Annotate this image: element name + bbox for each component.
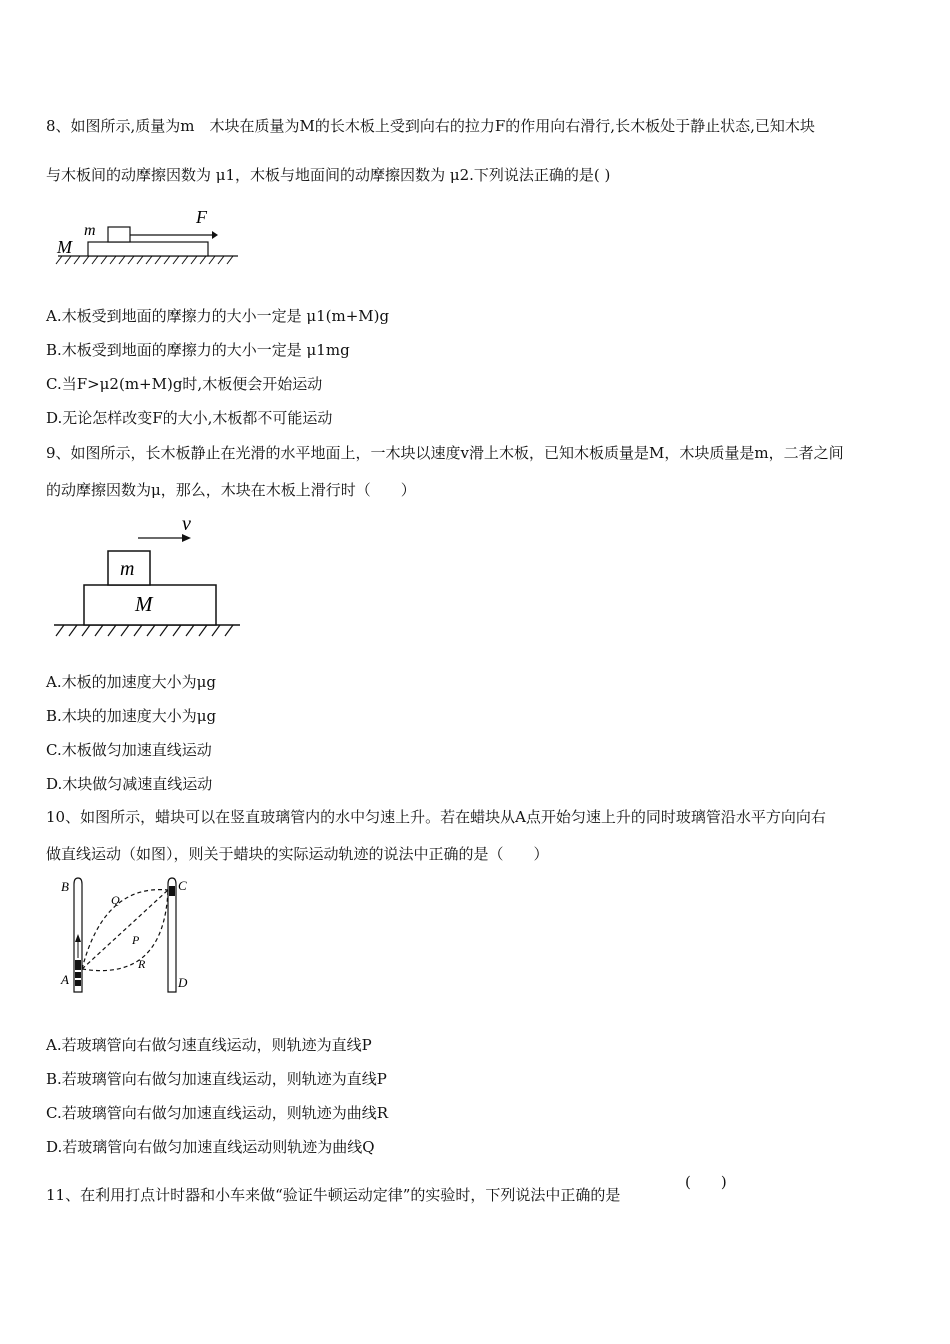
q10-label-R: R — [138, 957, 146, 971]
q10-option-a: A.若玻璃管向右做匀速直线运动，则轨迹为直线P — [46, 1036, 372, 1054]
q9-label-m: m — [120, 558, 135, 580]
q10-path-P — [82, 890, 168, 969]
q10-option-b: B.若玻璃管向右做匀加速直线运动，则轨迹为直线P — [46, 1070, 387, 1088]
q11-stem-line1: 11、在利用打点计时器和小车来做“验证牛顿运动定律”的实验时，下列说法中正确的是 — [46, 1186, 621, 1204]
q9-stem-line1: 9、如图所示，长木板静止在光滑的水平地面上，一木块以速度v滑上木板，已知木板质量是M，木块质量是m，二者之间 — [46, 444, 844, 462]
q8-option-d: D.无论怎样改变F的大小,木板都不可能运动 — [46, 409, 333, 427]
q9-option-a: A.木板的加速度大小为μg — [46, 673, 216, 691]
q10-option-c: C.若玻璃管向右做匀加速直线运动，则轨迹为曲线R — [46, 1104, 389, 1122]
q8-stem-line1: 8、如图所示,质量为m 木块在质量为M的长木板上受到向右的拉力F的作用向右滑行,长木板处于静止状态,已知木块 — [46, 117, 815, 135]
q8-block-m — [108, 227, 130, 242]
q9-label-M: M — [135, 592, 153, 616]
q10-label-B: B — [61, 879, 69, 894]
q9-stem-line2: 的动摩擦因数为μ，那么，木块在木板上滑行时（ ） — [46, 481, 416, 499]
q10-stem-line2: 做直线运动（如图），则关于蜡块的实际运动轨迹的说法中正确的是（ ） — [46, 845, 549, 863]
q8-option-b: B.木板受到地面的摩擦力的大小一定是 μ1mg — [46, 341, 350, 359]
q8-figure — [52, 205, 252, 275]
q8-board-M — [88, 242, 208, 256]
q9-figure — [50, 512, 250, 646]
q8-option-c: C.当F>μ2(m+M)g时,木板便会开始运动 — [46, 375, 323, 393]
q9-option-c: C.木板做匀加速直线运动 — [46, 741, 212, 759]
q8-label-m: m — [84, 222, 96, 239]
q8-option-a: A.木板受到地面的摩擦力的大小一定是 μ1(m+M)g — [46, 307, 390, 325]
q10-label-C: C — [178, 878, 187, 893]
q10-label-P: P — [132, 933, 140, 947]
q8-stem-line2: 与木板间的动摩擦因数为 μ1，木板与地面间的动摩擦因数为 μ2.下列说法正确的是( ) — [46, 166, 611, 184]
q9-option-b: B.木块的加速度大小为μg — [46, 707, 217, 725]
q10-label-A: A — [61, 972, 69, 987]
q10-label-Q: Q — [111, 893, 120, 907]
q10-stem-line1: 10、如图所示，蜡块可以在竖直玻璃管内的水中匀速上升。若在蜡块从A点开始匀速上升的同时玻璃管沿水平方向向右 — [46, 808, 826, 826]
q10-label-D: D — [178, 975, 188, 990]
q11-answer-paren: ( ) — [685, 1173, 727, 1191]
q10-figure — [56, 874, 206, 1008]
q8-label-M: M — [57, 237, 72, 257]
q10-option-d: D.若玻璃管向右做匀加速直线运动则轨迹为曲线Q — [46, 1138, 375, 1156]
q9-label-v: v — [182, 513, 191, 535]
q9-option-d: D.木块做匀减速直线运动 — [46, 775, 213, 793]
q8-label-F: F — [196, 207, 207, 227]
